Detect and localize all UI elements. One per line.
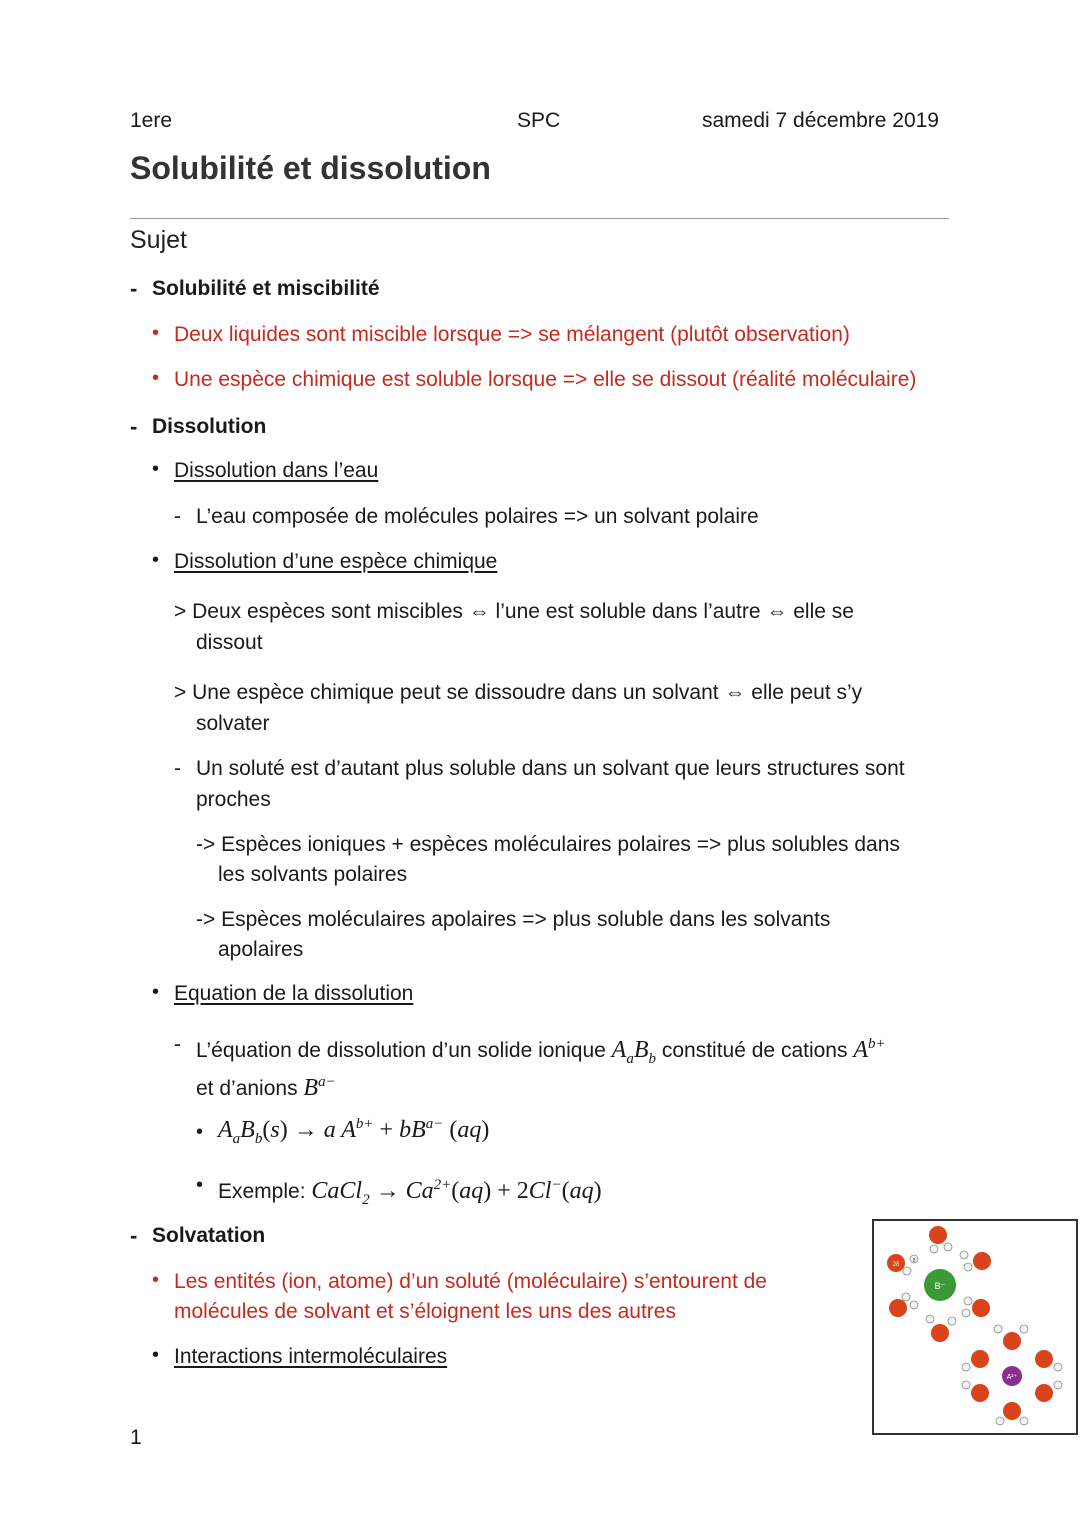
example-line [218,1170,602,1216]
bullet: • [152,367,160,389]
equation-l1b-text: constitué de cations [661,1039,848,1062]
dissolution-espece-heading: Dissolution d’une espèce chimique [174,550,498,573]
section-title-solvatation: Solvatation [152,1224,266,1247]
title-divider [130,218,949,219]
header-level: 1ere [130,109,173,132]
espece-p4a: -> Espèces ioniques + espèces moléculaires polaires => plus solubles dans [196,833,900,856]
bullet: • [152,1269,160,1291]
espece-p2b: solvater [196,712,270,735]
interactions-heading: Interactions intermoléculaires [174,1345,448,1368]
dash-marker: - [174,757,181,780]
equation-line-2 [196,1067,336,1104]
equation-l2-text: et d’anions [196,1077,298,1100]
section-dash: - [130,1223,138,1248]
page-number: 1 [130,1426,142,1449]
delta-label: δ [912,1258,916,1264]
section-dash: - [130,414,138,439]
dash-marker: - [174,1033,181,1056]
solvatation-item-1a: Les entités (ion, atome) d’un soluté (moléculaire) s’entourent de [174,1270,767,1293]
section-dash: - [130,276,138,301]
espece-p5b: apolaires [218,938,304,961]
solubilite-item-1: Deux liquides sont miscible lorsque => se mélangent (plutôt observation) [174,323,850,346]
espece-p2a: > Une espèce chimique peut se dissoudre dans un solvant ⇔ elle peut s’y [174,681,863,704]
espece-p4b: les solvants polaires [218,863,408,886]
bullet: • [152,981,160,1003]
water-charge-label: 2δ [892,1262,900,1268]
solvation-diagram [874,1221,1078,1435]
header-date: samedi 7 décembre 2019 [702,109,939,132]
cation-label: A²⁺ [1006,1374,1018,1381]
espece-p1a: > Deux espèces sont miscibles ⇔ l’une est soluble dans l’autre ⇔ elle se [174,600,854,623]
dash-marker: - [174,505,181,528]
formula-cation: $A^{b+}$ [853,1036,886,1063]
espece-p5a: -> Espèces moléculaires apolaires => plus soluble dans les solvants [196,908,831,931]
bullet: • [152,1344,160,1366]
bullet: • [152,458,160,480]
bullet: • [196,1174,204,1196]
formula-AaBb: $A_aB_b$ [611,1037,657,1067]
equation-heading: Equation de la dissolution [174,982,414,1005]
header-subject: SPC [517,109,561,132]
dissolution-eau-line: L’eau composée de molécules polaires => un solvant polaire [196,505,759,528]
espece-p3b: proches [196,788,271,811]
solubilite-item-2: Une espèce chimique est soluble lorsque => elle se dissout (réalité moléculaire) [174,368,917,391]
page-title: Solubilité et dissolution [130,150,491,186]
solvatation-item-1b: molécules de solvant et s’éloignent les uns des autres [174,1300,676,1323]
espece-p1b: dissout [196,631,263,654]
bullet: • [152,322,160,344]
water-molecules [887,1226,1053,1420]
section-title-solubilite: Solubilité et miscibilité [152,277,380,300]
solvation-figure [872,1219,1078,1435]
formula-general-equation: $A_aB_b(s) \to a$ $A^{b+} + bB^{a-}$ (aq) [218,1116,490,1147]
espece-p3a: Un soluté est d’autant plus soluble dans un solvant que leurs structures sont [196,757,905,780]
equation-l1-text: L’équation de dissolution d’un solide ionique [196,1039,606,1062]
dissolution-eau-heading: Dissolution dans l’eau [174,459,379,482]
anion-label: B⁻ [934,1281,946,1291]
formula-example: CaCl$_2$ → $Ca^{2+}(aq) + 2Cl^-(aq)$ [311,1177,602,1208]
formula-anion: $B^{a-}$ [303,1074,336,1101]
bullet: • [196,1121,204,1143]
section-title-dissolution: Dissolution [152,415,267,438]
bullet: • [152,549,160,571]
example-label: Exemple: [218,1180,306,1203]
sujet-heading: Sujet [130,226,187,254]
